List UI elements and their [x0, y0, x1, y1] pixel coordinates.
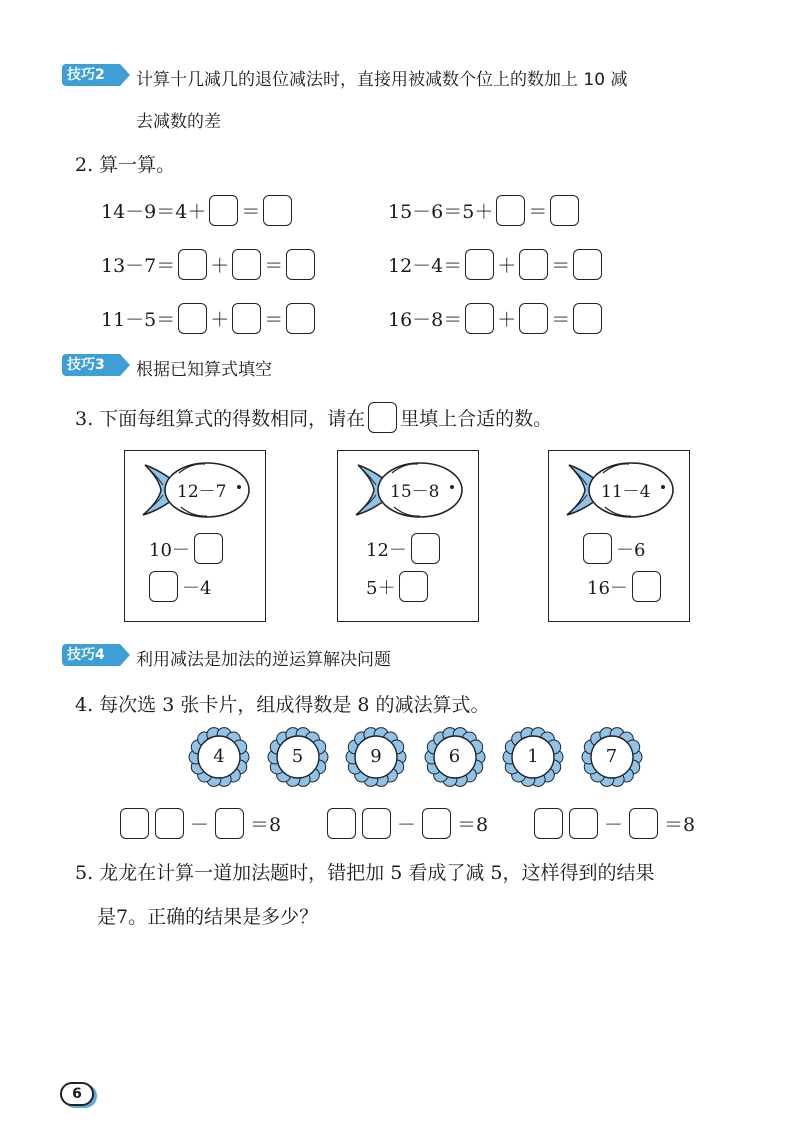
equation-result: ＝8 — [664, 814, 696, 836]
q3-title-part1: 3. 下面每组算式的得数相同，请在 — [75, 408, 366, 430]
answer-box[interactable] — [411, 533, 440, 564]
equals-sign: ＝ — [551, 309, 571, 331]
subtraction-equation-3 — [534, 808, 695, 839]
fish-expression: 15－8 — [390, 482, 440, 502]
answer-box[interactable] — [178, 303, 207, 334]
answer-box[interactable] — [232, 303, 261, 334]
tip4-text: 利用减法是加法的逆运算解决问题 — [136, 650, 391, 670]
answer-box[interactable] — [209, 195, 238, 226]
fish-expression: 12－7 — [177, 482, 227, 502]
flower-card[interactable] — [188, 726, 250, 788]
answer-box[interactable] — [465, 249, 494, 280]
equation-text: 14－9＝4＋ — [101, 201, 207, 223]
plus-sign: ＋ — [497, 309, 517, 331]
answer-box[interactable] — [149, 571, 178, 602]
minus-sign: － — [397, 814, 417, 836]
q2-row3-left — [98, 303, 315, 334]
card-row-2 — [362, 571, 428, 602]
answer-box[interactable] — [399, 571, 428, 602]
answer-box[interactable] — [496, 195, 525, 226]
flower-number: 1 — [527, 746, 539, 767]
flower-card[interactable] — [502, 726, 564, 788]
q4-title: 4. 每次选 3 张卡片，组成得数是 8 的减法算式。 — [75, 694, 490, 716]
equation-result: ＝8 — [250, 814, 282, 836]
fish-card-1 — [124, 450, 266, 622]
card-row-2 — [583, 571, 661, 602]
answer-box[interactable] — [569, 808, 598, 839]
equals-sign: ＝ — [264, 255, 284, 277]
answer-box[interactable] — [155, 808, 184, 839]
answer-box[interactable] — [422, 808, 451, 839]
q3-title-part2: 里填上合适的数。 — [400, 408, 553, 430]
q2-row2-right — [385, 249, 602, 280]
flower-card[interactable] — [345, 726, 407, 788]
plus-sign: ＋ — [210, 255, 230, 277]
q2-row3-right — [385, 303, 602, 334]
equation-text: 15－6＝5＋ — [388, 201, 494, 223]
fish-card-2 — [337, 450, 479, 622]
card-row-text: 10－ — [149, 539, 190, 561]
tip3-text: 根据已知算式填空 — [136, 360, 272, 380]
card-row-1 — [362, 533, 440, 564]
answer-box[interactable] — [263, 195, 292, 226]
tip2-text-line1: 计算十几减几的退位减法时，直接用被减数个位上的数加上 10 减 — [136, 70, 628, 90]
q2-title: 2. 算一算。 — [75, 154, 176, 176]
answer-box[interactable] — [232, 249, 261, 280]
plus-sign: ＋ — [497, 255, 517, 277]
subtraction-equation-2 — [327, 808, 488, 839]
card-row-text: －6 — [616, 539, 646, 561]
flower-card[interactable] — [581, 726, 643, 788]
page-number: 6 — [60, 1082, 94, 1106]
answer-box[interactable] — [120, 808, 149, 839]
equals-sign: ＝ — [551, 255, 571, 277]
answer-box[interactable] — [573, 303, 602, 334]
flower-number: 5 — [291, 746, 304, 767]
answer-box[interactable] — [194, 533, 223, 564]
answer-box[interactable] — [286, 303, 315, 334]
answer-box[interactable] — [534, 808, 563, 839]
fish-expression: 11－4 — [601, 482, 651, 502]
answer-box[interactable] — [215, 808, 244, 839]
answer-box[interactable] — [519, 303, 548, 334]
equals-sign: ＝ — [528, 201, 548, 223]
answer-box[interactable] — [286, 249, 315, 280]
card-row-text: 12－ — [366, 539, 407, 561]
minus-sign: － — [604, 814, 624, 836]
fish-card-3 — [548, 450, 690, 622]
card-row-1 — [583, 533, 649, 564]
minus-sign: － — [190, 814, 210, 836]
equation-text: 16－8＝ — [388, 309, 463, 331]
equals-sign: ＝ — [264, 309, 284, 331]
flower-number: 6 — [448, 746, 461, 767]
plus-sign: ＋ — [210, 309, 230, 331]
equation-text: 11－5＝ — [101, 309, 176, 331]
tip4-badge: 技巧4 — [62, 644, 120, 666]
inline-box-icon — [368, 402, 397, 433]
answer-box[interactable] — [178, 249, 207, 280]
card-row-text: －4 — [182, 577, 212, 599]
q2-row1-right — [385, 195, 579, 226]
q2-row2-left — [98, 249, 315, 280]
answer-box[interactable] — [362, 808, 391, 839]
answer-box[interactable] — [632, 571, 661, 602]
subtraction-equation-1 — [120, 808, 281, 839]
flower-card[interactable] — [424, 726, 486, 788]
answer-box[interactable] — [629, 808, 658, 839]
card-row-2 — [149, 571, 215, 602]
tip2-badge: 技巧2 — [62, 64, 120, 86]
q3-title — [75, 402, 552, 433]
equation-result: ＝8 — [457, 814, 489, 836]
q2-row1-left — [98, 195, 292, 226]
equation-text: 13－7＝ — [101, 255, 176, 277]
tip2-text-line2: 去减数的差 — [136, 112, 221, 132]
card-row-text: 5＋ — [366, 577, 396, 599]
flower-number: 4 — [213, 746, 225, 767]
flower-number: 9 — [370, 746, 382, 767]
q5-text-line1: 5. 龙龙在计算一道加法题时，错把加 5 看成了减 5，这样得到的结果 — [75, 862, 655, 884]
equals-sign: ＝ — [241, 201, 261, 223]
q5-text-line2: 是7。正确的结果是多少？ — [97, 906, 319, 928]
answer-box[interactable] — [519, 249, 548, 280]
answer-box[interactable] — [465, 303, 494, 334]
flower-card[interactable] — [267, 726, 329, 788]
card-row-text: 16－ — [587, 577, 628, 599]
answer-box[interactable] — [550, 195, 579, 226]
tip3-badge: 技巧3 — [62, 354, 120, 376]
card-row-1 — [145, 533, 223, 564]
answer-box[interactable] — [583, 533, 612, 564]
answer-box[interactable] — [327, 808, 356, 839]
flower-number: 7 — [605, 746, 618, 767]
answer-box[interactable] — [573, 249, 602, 280]
equation-text: 12－4＝ — [388, 255, 463, 277]
